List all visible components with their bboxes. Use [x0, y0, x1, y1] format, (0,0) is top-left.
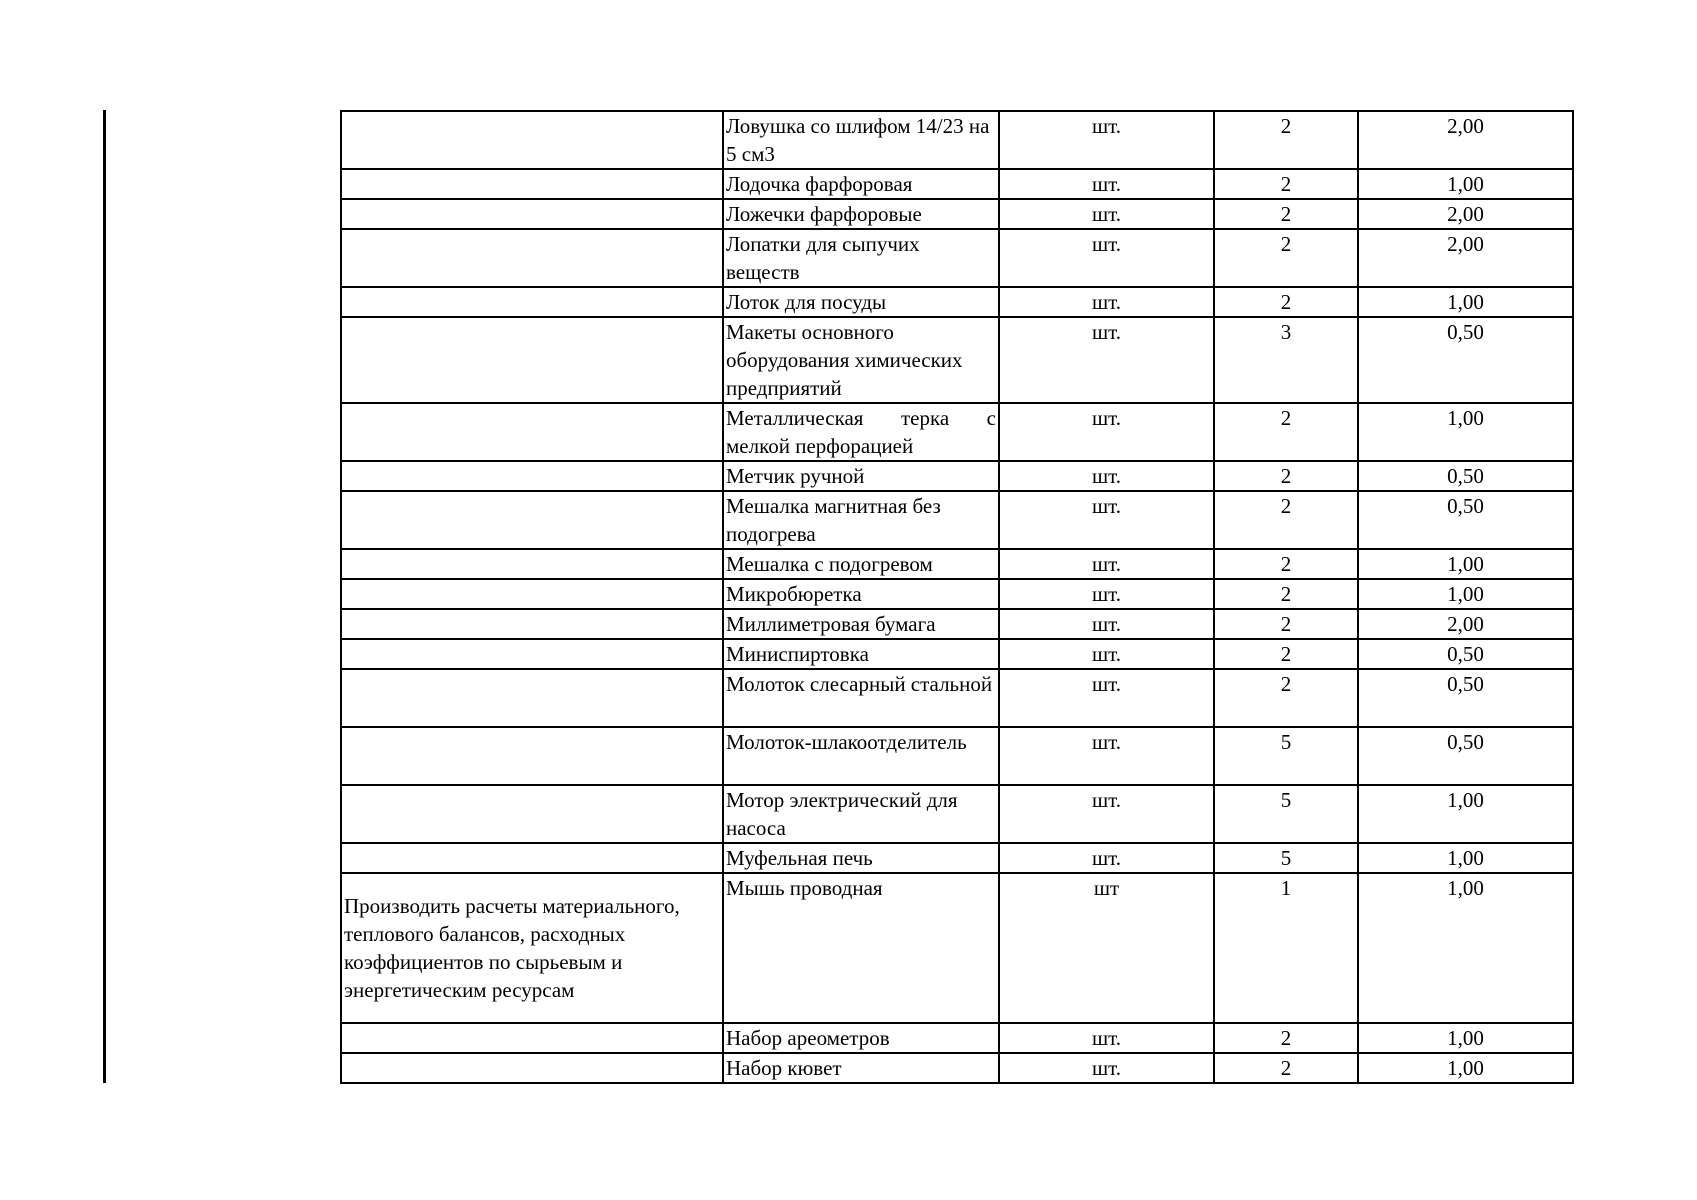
quantity-cell: 2 [1214, 491, 1358, 549]
quantity-cell: 2 [1214, 669, 1358, 727]
quantity-cell: 2 [1214, 579, 1358, 609]
table-row [341, 199, 1573, 229]
table-row [341, 287, 1573, 317]
quantity-cell: 2 [1214, 609, 1358, 639]
quantity-cell: 2 [1214, 403, 1358, 461]
competency-cell [341, 549, 723, 579]
unit-cell: шт. [999, 579, 1214, 609]
item-name-cell: Миллиметровая бумага [723, 609, 999, 639]
value-cell: 2,00 [1358, 229, 1573, 287]
item-name-cell: Мышь проводная [723, 873, 999, 1023]
unit-cell: шт. [999, 609, 1214, 639]
table-row [341, 317, 1573, 403]
unit-cell: шт. [999, 1023, 1214, 1053]
table-row [341, 229, 1573, 287]
quantity-cell: 2 [1214, 111, 1358, 169]
quantity-cell: 2 [1214, 549, 1358, 579]
table-row [341, 461, 1573, 491]
quantity-cell: 2 [1214, 199, 1358, 229]
competency-cell [341, 317, 723, 403]
competency-cell [341, 579, 723, 609]
unit-cell: шт. [999, 549, 1214, 579]
item-name-cell: Миниспиртовка [723, 639, 999, 669]
value-cell: 2,00 [1358, 199, 1573, 229]
quantity-cell: 3 [1214, 317, 1358, 403]
value-cell: 2,00 [1358, 609, 1573, 639]
value-cell: 1,00 [1358, 843, 1573, 873]
unit-cell: шт. [999, 669, 1214, 727]
quantity-cell: 2 [1214, 461, 1358, 491]
unit-cell: шт. [999, 111, 1214, 169]
item-name-cell: Мотор электрический для насоса [723, 785, 999, 843]
unit-cell: шт. [999, 785, 1214, 843]
item-name-cell: Ложечки фарфоровые [723, 199, 999, 229]
table-row [341, 491, 1573, 549]
table-row [341, 873, 1573, 1023]
competency-cell [341, 461, 723, 491]
unit-cell: шт [999, 873, 1214, 1023]
item-name-cell: Микробюретка [723, 579, 999, 609]
item-name-cell: Молоток слесарный стальной [723, 669, 999, 727]
table-row [341, 785, 1573, 843]
table-row [341, 727, 1573, 785]
equipment-table [340, 110, 1574, 1084]
value-cell: 0,50 [1358, 461, 1573, 491]
competency-cell [341, 785, 723, 843]
value-cell: 1,00 [1358, 785, 1573, 843]
competency-cell [341, 727, 723, 785]
table-row [341, 669, 1573, 727]
competency-cell [341, 229, 723, 287]
quantity-cell: 5 [1214, 843, 1358, 873]
unit-cell: шт. [999, 169, 1214, 199]
value-cell: 1,00 [1358, 403, 1573, 461]
table-row [341, 549, 1573, 579]
unit-cell: шт. [999, 491, 1214, 549]
unit-cell: шт. [999, 843, 1214, 873]
item-name-cell: Муфельная печь [723, 843, 999, 873]
value-cell: 1,00 [1358, 579, 1573, 609]
competency-cell [341, 639, 723, 669]
unit-cell: шт. [999, 403, 1214, 461]
quantity-cell: 5 [1214, 785, 1358, 843]
unit-cell: шт. [999, 229, 1214, 287]
unit-cell: шт. [999, 639, 1214, 669]
competency-cell [341, 169, 723, 199]
value-cell: 1,00 [1358, 549, 1573, 579]
item-name-cell: Метчик ручной [723, 461, 999, 491]
unit-cell: шт. [999, 287, 1214, 317]
item-name-cell: Лоток для посуды [723, 287, 999, 317]
item-name-cell: Набор кювет [723, 1053, 999, 1083]
value-cell: 0,50 [1358, 727, 1573, 785]
table-row [341, 1053, 1573, 1083]
left-margin-line [103, 110, 106, 1083]
value-cell: 0,50 [1358, 491, 1573, 549]
item-name-cell: Мешалка магнитная без подогрева [723, 491, 999, 549]
competency-cell [341, 287, 723, 317]
value-cell: 0,50 [1358, 669, 1573, 727]
quantity-cell: 2 [1214, 169, 1358, 199]
competency-cell [341, 609, 723, 639]
quantity-cell: 2 [1214, 1053, 1358, 1083]
item-name-cell: Лопатки для сыпучих веществ [723, 229, 999, 287]
competency-cell [341, 669, 723, 727]
table-row [341, 111, 1573, 169]
competency-cell [341, 111, 723, 169]
value-cell: 1,00 [1358, 873, 1573, 1023]
quantity-cell: 2 [1214, 229, 1358, 287]
competency-cell [341, 403, 723, 461]
quantity-cell: 1 [1214, 873, 1358, 1023]
item-name-cell: Лодочка фарфоровая [723, 169, 999, 199]
competency-cell [341, 491, 723, 549]
item-name-cell: Набор ареометров [723, 1023, 999, 1053]
item-name-cell: Молоток-шлакоотделитель [723, 727, 999, 785]
unit-cell: шт. [999, 1053, 1214, 1083]
item-name-cell: Макеты основного оборудования химических предприятий [723, 317, 999, 403]
table-row [341, 1023, 1573, 1053]
unit-cell: шт. [999, 461, 1214, 491]
table-row [341, 579, 1573, 609]
quantity-cell: 5 [1214, 727, 1358, 785]
value-cell: 0,50 [1358, 639, 1573, 669]
quantity-cell: 2 [1214, 639, 1358, 669]
unit-cell: шт. [999, 317, 1214, 403]
table-row [341, 403, 1573, 461]
table-row [341, 843, 1573, 873]
quantity-cell: 2 [1214, 287, 1358, 317]
competency-cell [341, 199, 723, 229]
competency-cell [341, 1023, 723, 1053]
value-cell: 0,50 [1358, 317, 1573, 403]
competency-cell [341, 1053, 723, 1083]
table-row [341, 639, 1573, 669]
value-cell: 2,00 [1358, 111, 1573, 169]
value-cell: 1,00 [1358, 1023, 1573, 1053]
value-cell: 1,00 [1358, 1053, 1573, 1083]
unit-cell: шт. [999, 199, 1214, 229]
competency-cell: Производить расчеты материального, теплового балансов, расходных коэффициентов по сырьевым и энергетическим ресурсам [341, 873, 723, 1023]
value-cell: 1,00 [1358, 287, 1573, 317]
table-row [341, 609, 1573, 639]
table-row [341, 169, 1573, 199]
unit-cell: шт. [999, 727, 1214, 785]
item-name-cell: Мешалка с подогревом [723, 549, 999, 579]
item-name-cell: Металлическая терка с мелкой перфорацией [723, 403, 999, 461]
item-name-cell: Ловушка со шлифом 14/23 на 5 см3 [723, 111, 999, 169]
quantity-cell: 2 [1214, 1023, 1358, 1053]
competency-cell [341, 843, 723, 873]
value-cell: 1,00 [1358, 169, 1573, 199]
